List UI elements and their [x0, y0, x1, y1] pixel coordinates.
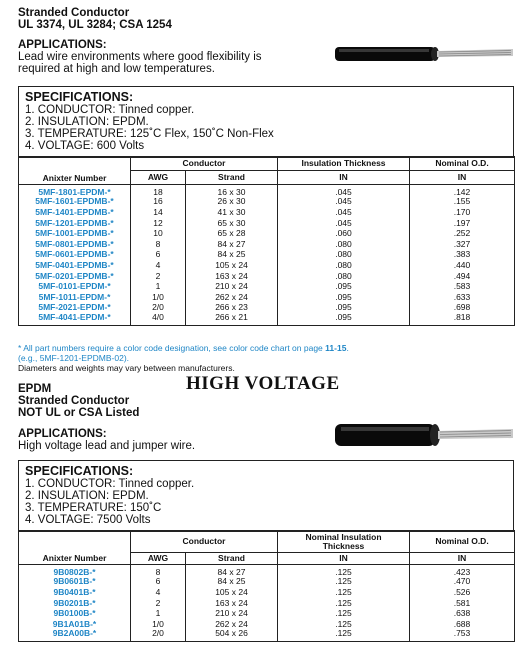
- section2-title: EPDM: [18, 383, 52, 395]
- table-row: [19, 292, 515, 303]
- section1-col-insulation: Insulation Thickness: [278, 157, 410, 171]
- section1-spec-2: 2. INSULATION: EPDM.: [25, 116, 149, 128]
- part-number-link[interactable]: 5MF-1401-EPDMB-*: [35, 206, 114, 217]
- section1-subtitle: UL 3374, UL 3284; CSA 1254: [18, 19, 172, 31]
- insulation-cell: .095: [335, 291, 352, 302]
- part-number-link[interactable]: 5MF-2021-EPDM-*: [38, 302, 111, 313]
- insulation-cell: .080: [335, 238, 352, 249]
- od-cell: .155: [453, 196, 471, 207]
- section2-spec-3: 3. TEMPERATURE: 150˚C: [25, 502, 162, 514]
- section1-spec-1: 1. CONDUCTOR: Tinned copper.: [25, 104, 195, 116]
- table-row: [19, 239, 515, 250]
- od-cell: .197: [453, 217, 471, 228]
- cable-image-2: [335, 416, 515, 452]
- section2-table: [18, 530, 515, 642]
- awg-cell: 6: [155, 249, 161, 260]
- part-number-link[interactable]: 9B0201B-*: [53, 597, 96, 608]
- strand-cell: 26 x 30: [217, 196, 246, 207]
- od-cell: .581: [453, 597, 471, 608]
- section1-col-anixter: Anixter Number: [42, 172, 107, 183]
- table-row: [19, 270, 515, 281]
- section1-spec-4: 4. VOLTAGE: 600 Volts: [25, 140, 145, 152]
- section1-table: [18, 156, 515, 326]
- section2-col-od: Nominal O.D.: [410, 531, 515, 553]
- section2-col-awg: AWG: [131, 553, 186, 565]
- section1-col-strand: Strand: [186, 171, 278, 185]
- insulation-cell: .095: [335, 302, 352, 313]
- insulation-cell: .080: [335, 270, 352, 281]
- strand-cell: 262 x 24: [215, 291, 248, 302]
- od-cell: .688: [453, 618, 471, 629]
- section1-note-1-text: * All part numbers require a color code designation, see color code chart on page: [18, 343, 323, 353]
- insulation-cell: .080: [335, 249, 352, 260]
- insulation-cell: .060: [335, 228, 352, 239]
- part-number-link[interactable]: 9B1A01B-*: [52, 618, 97, 629]
- section2-specs-box: [18, 460, 514, 532]
- table-row: [19, 185, 515, 197]
- section1-specs-heading: SPECIFICATIONS:: [25, 90, 134, 104]
- awg-cell: 1/0: [152, 291, 164, 302]
- section2-col-insulation-unit: IN: [278, 553, 410, 565]
- insulation-cell: .125: [335, 576, 352, 587]
- part-number-link[interactable]: 5MF-0401-EPDMB-*: [35, 259, 114, 270]
- part-number-link[interactable]: 5MF-1601-EPDMB-*: [35, 196, 114, 207]
- strand-cell: 266 x 23: [215, 302, 248, 313]
- awg-cell: 6: [155, 576, 161, 587]
- strand-cell: 84 x 27: [217, 567, 246, 577]
- section2-col-anixter: Anixter Number: [42, 552, 107, 563]
- section1-col-od: Nominal O.D.: [410, 157, 515, 171]
- strand-cell: 41 x 30: [217, 206, 246, 217]
- od-cell: .383: [453, 249, 471, 260]
- section2-applications-text: High voltage lead and jumper wire.: [18, 440, 196, 452]
- insulation-cell: .125: [335, 618, 352, 629]
- part-number-link[interactable]: 9B0802B-*: [53, 567, 96, 577]
- od-cell: .423: [453, 567, 471, 577]
- high-voltage-banner: HIGH VOLTAGE: [186, 373, 340, 394]
- strand-cell: 163 x 24: [215, 597, 248, 608]
- strand-cell: 65 x 28: [217, 228, 246, 239]
- awg-cell: 1: [155, 608, 161, 619]
- od-cell: .638: [453, 608, 471, 619]
- part-number-link[interactable]: 5MF-0101-EPDM-*: [38, 281, 111, 292]
- awg-cell: 8: [155, 567, 161, 577]
- section1-col-conductor: Conductor: [131, 157, 278, 171]
- section1-title: Stranded Conductor: [18, 7, 130, 19]
- insulation-cell: .045: [335, 187, 352, 197]
- section1-col-insulation-unit: IN: [278, 171, 410, 185]
- section2-spec-1: 1. CONDUCTOR: Tinned copper.: [25, 478, 195, 490]
- strand-cell: 84 x 25: [217, 249, 246, 260]
- part-number-link[interactable]: 5MF-1001-EPDMB-*: [35, 228, 114, 239]
- awg-cell: 4: [155, 586, 161, 597]
- awg-cell: 10: [153, 228, 163, 239]
- section2-subtitle-2: NOT UL or CSA Listed: [18, 407, 140, 419]
- od-cell: .753: [453, 628, 471, 639]
- part-number-link[interactable]: 9B0100B-*: [53, 608, 96, 619]
- table-row: [19, 217, 515, 228]
- part-number-link[interactable]: 5MF-0801-EPDMB-*: [35, 238, 114, 249]
- strand-cell: 266 x 21: [215, 311, 248, 322]
- awg-cell: 18: [153, 187, 163, 197]
- part-number-link[interactable]: 5MF-1201-EPDMB-*: [35, 217, 114, 228]
- insulation-cell: .125: [335, 586, 352, 597]
- section1-col-awg: AWG: [131, 171, 186, 185]
- insulation-cell: .095: [335, 281, 352, 292]
- insulation-cell: .045: [335, 196, 352, 207]
- table-row: [19, 587, 515, 598]
- table-row: [19, 260, 515, 271]
- insulation-cell: .125: [335, 597, 352, 608]
- table-row: [19, 629, 515, 642]
- awg-cell: 4/0: [152, 311, 164, 322]
- table-row: [19, 207, 515, 218]
- awg-cell: 1/0: [152, 618, 164, 629]
- part-number-link[interactable]: 9B0401B-*: [53, 586, 96, 597]
- section2-spec-4: 4. VOLTAGE: 7500 Volts: [25, 514, 151, 526]
- od-cell: .142: [453, 187, 471, 197]
- od-cell: .698: [453, 302, 471, 313]
- section2-col-conductor: Conductor: [131, 531, 278, 553]
- section2-specs-heading: SPECIFICATIONS:: [25, 464, 134, 478]
- od-cell: .526: [453, 586, 471, 597]
- table-row: [19, 313, 515, 326]
- strand-cell: 65 x 30: [217, 217, 246, 228]
- strand-cell: 105 x 24: [215, 259, 248, 270]
- strand-cell: 163 x 24: [215, 270, 248, 281]
- insulation-cell: .095: [335, 311, 352, 322]
- od-cell: .327: [453, 238, 471, 249]
- section2-spec-2: 2. INSULATION: EPDM.: [25, 490, 149, 502]
- awg-cell: 8: [155, 238, 161, 249]
- table-row: [19, 608, 515, 619]
- strand-cell: 210 x 24: [215, 608, 248, 619]
- insulation-cell: .125: [335, 628, 352, 639]
- section1-note-1-page-link[interactable]: 11-15: [325, 343, 347, 353]
- section1-applications-text-1: Lead wire environments where good flexibility is: [18, 51, 262, 63]
- part-number-link[interactable]: 5MF-4041-EPDM-*: [38, 311, 111, 322]
- section2-col-insulation: Nominal Insulation Thickness: [278, 531, 410, 553]
- strand-cell: 262 x 24: [215, 618, 248, 629]
- od-cell: .252: [453, 228, 471, 239]
- section1-specs-box: [18, 86, 514, 158]
- awg-cell: 16: [153, 196, 163, 207]
- awg-cell: 12: [153, 217, 163, 228]
- part-number-link[interactable]: 5MF-0601-EPDMB-*: [35, 249, 114, 260]
- awg-cell: 2/0: [152, 628, 164, 639]
- od-cell: .818: [453, 311, 471, 322]
- section1-note-3: Diameters and weights may vary between manufacturers.: [18, 363, 235, 373]
- od-cell: .170: [453, 206, 471, 217]
- od-cell: .494: [453, 270, 471, 281]
- insulation-cell: .045: [335, 217, 352, 228]
- insulation-cell: .080: [335, 259, 352, 270]
- awg-cell: 4: [155, 259, 161, 270]
- insulation-cell: .045: [335, 206, 352, 217]
- table-row: [19, 281, 515, 292]
- strand-cell: 210 x 24: [215, 281, 248, 292]
- table-row: [19, 597, 515, 608]
- od-cell: .470: [453, 576, 471, 587]
- section1-applications-heading: APPLICATIONS:: [18, 39, 107, 51]
- awg-cell: 1: [155, 281, 161, 292]
- awg-cell: 2: [155, 270, 161, 281]
- strand-cell: 105 x 24: [215, 586, 248, 597]
- table-row: [19, 576, 515, 587]
- section1-note-2: (e.g., 5MF-1201-EPDMB-02).: [18, 353, 130, 363]
- od-cell: .583: [453, 281, 471, 292]
- section2-subtitle: Stranded Conductor: [18, 395, 130, 407]
- table-row: [19, 565, 515, 577]
- section2-applications-heading: APPLICATIONS:: [18, 428, 107, 440]
- part-number-link[interactable]: 5MF-0201-EPDMB-*: [35, 270, 114, 281]
- awg-cell: 2/0: [152, 302, 164, 313]
- part-number-link[interactable]: 5MF-1011-EPDM-*: [38, 291, 111, 302]
- section2-col-od-unit: IN: [410, 553, 515, 565]
- section2-col-strand: Strand: [186, 553, 278, 565]
- part-number-link[interactable]: 9B2A00B-*: [52, 628, 97, 639]
- section1-col-od-unit: IN: [410, 171, 515, 185]
- part-number-link[interactable]: 9B0601B-*: [53, 576, 96, 587]
- awg-cell: 14: [153, 206, 163, 217]
- insulation-cell: .125: [335, 567, 352, 577]
- cable-image-1: [335, 38, 515, 68]
- strand-cell: 84 x 27: [217, 238, 246, 249]
- insulation-cell: .125: [335, 608, 352, 619]
- od-cell: .440: [453, 259, 471, 270]
- strand-cell: 504 x 26: [215, 628, 248, 639]
- table-row: [19, 228, 515, 239]
- od-cell: .633: [453, 291, 471, 302]
- section1-note-1: * All part numbers require a color code designation, see color code chart on page 11-15.: [18, 343, 349, 353]
- strand-cell: 84 x 25: [217, 576, 246, 587]
- part-number-link[interactable]: 5MF-1801-EPDM-*: [38, 187, 111, 197]
- section1-spec-3: 3. TEMPERATURE: 125˚C Flex, 150˚C Non-Flex: [25, 128, 274, 140]
- table-row: [19, 249, 515, 260]
- section1-applications-text-2: required at high and low temperatures.: [18, 63, 215, 75]
- table-row: [19, 196, 515, 207]
- awg-cell: 2: [155, 597, 161, 608]
- strand-cell: 16 x 30: [217, 187, 246, 197]
